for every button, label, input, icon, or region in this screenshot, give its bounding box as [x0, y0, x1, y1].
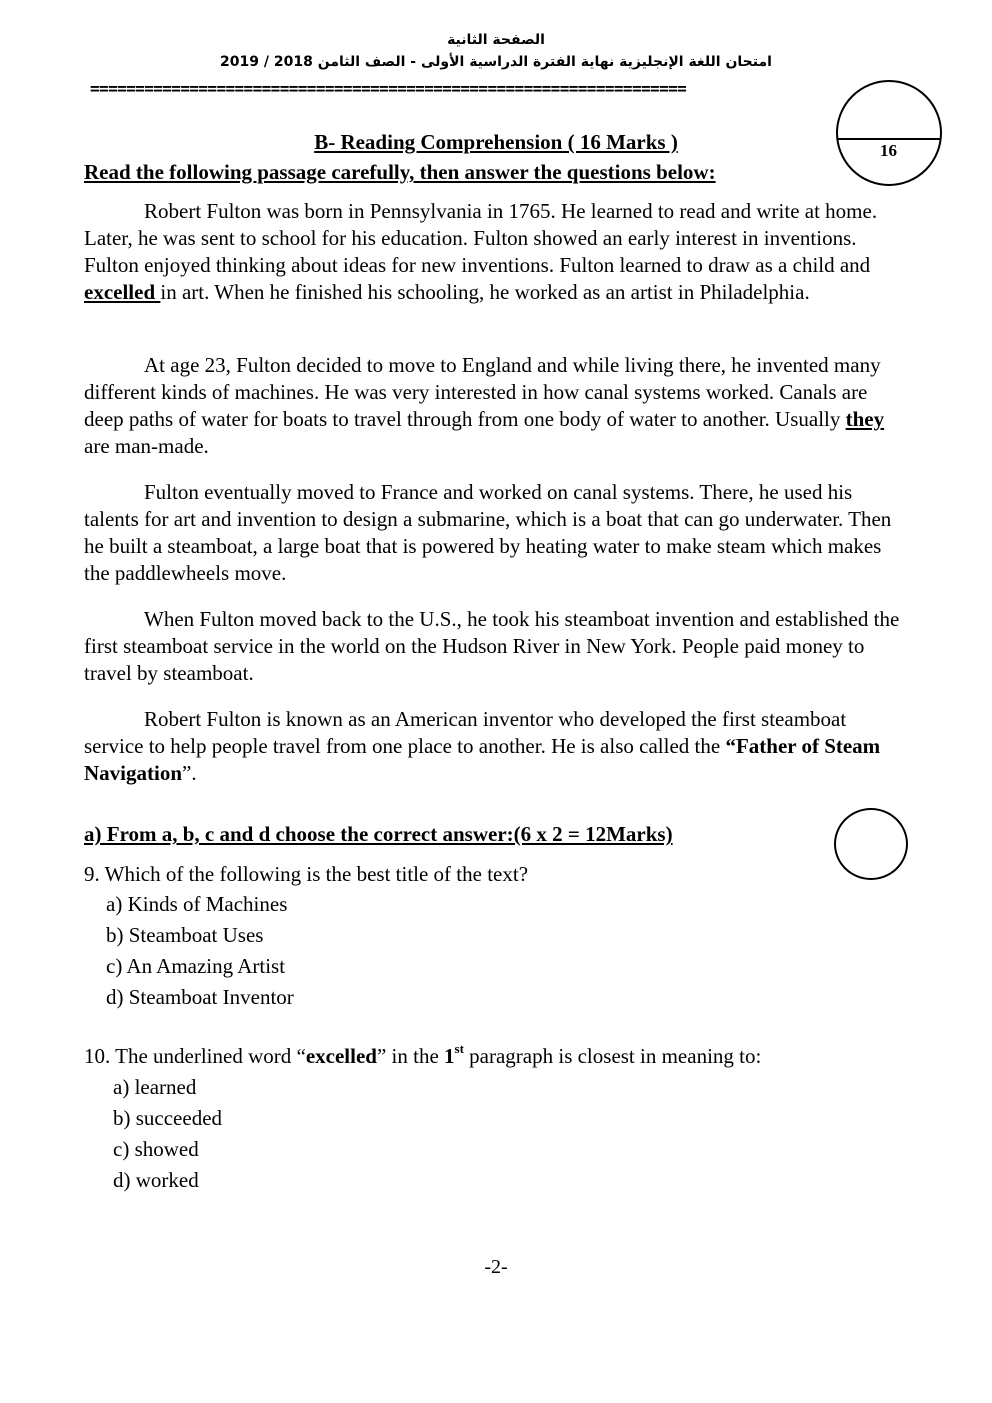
bold-nickname: “Father of Steam Navigation [84, 734, 881, 785]
p5-text-b: ”. [182, 761, 197, 785]
instruction: Read the following passage carefully, then answer the questions below: [84, 160, 716, 184]
total-marks: 16 [880, 141, 897, 160]
q10-option-c[interactable]: c) showed [113, 1137, 199, 1161]
q10-option-b[interactable]: b) succeeded [113, 1106, 223, 1130]
separator-line: ================================================================== [90, 82, 687, 96]
underlined-word-excelled: excelled [84, 280, 161, 304]
passage-paragraph-3: Fulton eventually moved to France and worked on canal systems. There, he used his talents for art and invention to design a submarine, which is a boat that can go underwater. Then he built a steamboat, a large boat that is powered by heating water to make steam which makes the paddlewheels move. [84, 480, 892, 585]
page-number: -2- [484, 1256, 508, 1278]
p2-text-b: are man-made. [84, 434, 209, 458]
p2-text-a: At age 23, Fulton decided to move to England and while living there, he invented many different kinds of machines. He was very interested in how canal systems worked. Canals are deep paths of water for boats to travel through from one body of water to another. Usually [84, 353, 881, 431]
p1-text-b: in art. When he finished his schooling, he worked as an artist in Philadelphia. [160, 280, 810, 304]
q9-option-b[interactable]: b) Steamboat Uses [106, 923, 264, 947]
q10-post: paragraph is closest in meaning to: [463, 1044, 762, 1068]
passage-paragraph-2 [84, 352, 906, 460]
passage-paragraph-5 [84, 706, 906, 787]
q10-option-d[interactable]: d) worked [113, 1168, 199, 1192]
page-label: الصفحة الثانية [447, 32, 545, 48]
underlined-word-they: they [845, 407, 885, 431]
p1-text-a: Robert Fulton was born in Pennsylvania in 1765. He learned to read and write at home. Later, he was sent to school for his education. Fulton showed an early interest in inventions. Fulton enjoyed thinking about ideas for new inventions. Fulton learned to draw as a child and [84, 199, 878, 277]
question-9: 9. Which of the following is the best title of the text? [84, 862, 529, 886]
q9-option-c[interactable]: c) An Amazing Artist [106, 954, 286, 978]
questions-header: a) From a, b, c and d choose the correct answer:(6 x 2 = 12Marks) [84, 822, 673, 846]
passage-paragraph-1 [84, 198, 906, 306]
question-10 [84, 1043, 761, 1069]
q10-sup: st [454, 1041, 464, 1056]
p5-text-a: Robert Fulton is known as an American inventor who developed the first steamboat service to help people travel from one place to another. He is also called the [84, 707, 847, 758]
q10-mid: ” in the [376, 1044, 445, 1068]
q9-option-d[interactable]: d) Steamboat Inventor [106, 985, 294, 1009]
exam-title: امتحان اللغة الإنجليزية نهاية الفترة الدراسية الأولى - الصف الثامن 2018 / 2019 [220, 54, 772, 70]
section-title: B- Reading Comprehension ( 16 Marks ) [314, 130, 678, 154]
q10-pre: 10. The underlined word “ [84, 1044, 306, 1068]
q10-option-a[interactable]: a) learned [113, 1075, 197, 1099]
answer-score-circle [834, 808, 908, 880]
q10-num: 1 [444, 1044, 455, 1068]
q9-option-a[interactable]: a) Kinds of Machines [106, 892, 288, 916]
passage-paragraph-4: When Fulton moved back to the U.S., he took his steamboat invention and established the first steamboat service in the world on the Hudson River in New York. People paid money to travel by steamboat. [84, 607, 900, 685]
q10-word: excelled [305, 1044, 377, 1068]
